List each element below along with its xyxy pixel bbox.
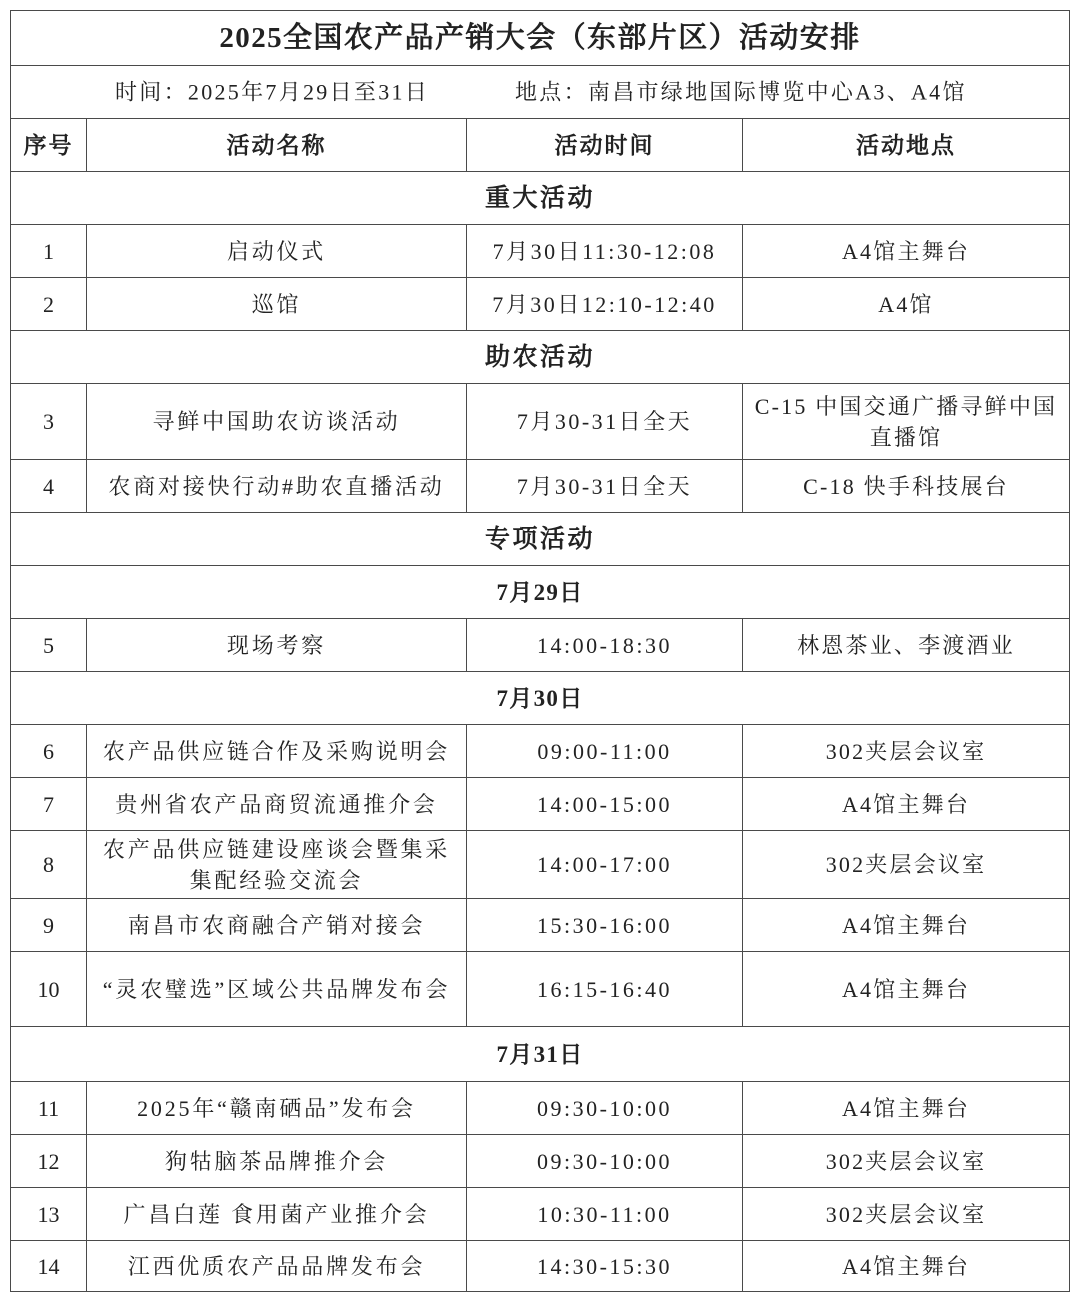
section-title-special: 专项活动: [11, 513, 1070, 565]
date-row: [11, 1027, 1070, 1082]
activity-location: A4馆主舞台: [743, 1241, 1070, 1291]
table-row: [11, 778, 1070, 831]
title-row: [11, 11, 1070, 66]
activity-name: 狗牯脑茶品牌推介会: [87, 1135, 467, 1187]
table-row: [11, 384, 1070, 460]
header-time: 活动时间: [467, 119, 743, 171]
info-cell: [11, 66, 1070, 118]
activity-name: 现场考察: [87, 619, 467, 671]
activity-time: 14:00-18:30: [467, 619, 743, 671]
schedule-table: [10, 10, 1070, 1292]
activity-location: A4馆: [743, 278, 1070, 330]
activity-name: 巡馆: [87, 278, 467, 330]
section-title-farm-aid: 助农活动: [11, 331, 1070, 383]
activity-location: 302夹层会议室: [743, 1135, 1070, 1187]
activity-time: 7月30-31日全天: [467, 384, 743, 459]
date-row: [11, 566, 1070, 619]
activity-time: 14:00-15:00: [467, 778, 743, 830]
row-number: 10: [11, 952, 87, 1026]
activity-time: 14:00-17:00: [467, 831, 743, 898]
page-title: 2025全国农产品产销大会（东部片区）活动安排: [11, 11, 1070, 65]
activity-location: A4馆主舞台: [743, 952, 1070, 1026]
row-number: 4: [11, 460, 87, 512]
activity-name: 广昌白莲 食用菌产业推介会: [87, 1188, 467, 1240]
activity-time: 7月30-31日全天: [467, 460, 743, 512]
row-number: 1: [11, 225, 87, 277]
event-venue: 地点：南昌市绿地国际博览中心A3、A4馆: [515, 79, 967, 105]
table-row: [11, 1241, 1070, 1292]
activity-name: 农产品供应链建设座谈会暨集采集配经验交流会: [87, 831, 467, 898]
activity-time: 14:30-15:30: [467, 1241, 743, 1291]
activity-time: 09:30-10:00: [467, 1082, 743, 1134]
activity-name: 农商对接快行动#助农直播活动: [87, 460, 467, 512]
row-number: 7: [11, 778, 87, 830]
section-row-major: [11, 172, 1070, 225]
table-row: [11, 1082, 1070, 1135]
date-heading: 7月30日: [11, 672, 1070, 724]
table-row: [11, 899, 1070, 952]
activity-time: 15:30-16:00: [467, 899, 743, 951]
row-number: 14: [11, 1241, 87, 1291]
activity-location: A4馆主舞台: [743, 1082, 1070, 1134]
table-row: [11, 619, 1070, 672]
activity-name: 农产品供应链合作及采购说明会: [87, 725, 467, 777]
info-row: [11, 66, 1070, 119]
table-row: [11, 725, 1070, 778]
activity-name: 南昌市农商融合产销对接会: [87, 899, 467, 951]
table-row: [11, 460, 1070, 513]
activity-name: 江西优质农产品品牌发布会: [87, 1241, 467, 1291]
row-number: 11: [11, 1082, 87, 1134]
row-number: 13: [11, 1188, 87, 1240]
activity-location: 林恩茶业、李渡酒业: [743, 619, 1070, 671]
activity-location: C-15 中国交通广播寻鲜中国直播馆: [743, 384, 1070, 459]
activity-time: 09:00-11:00: [467, 725, 743, 777]
date-row: [11, 672, 1070, 725]
activity-time: 09:30-10:00: [467, 1135, 743, 1187]
header-index: 序号: [11, 119, 87, 171]
table-row: [11, 952, 1070, 1027]
table-row: [11, 1135, 1070, 1188]
activity-name: 寻鲜中国助农访谈活动: [87, 384, 467, 459]
activity-location: A4馆主舞台: [743, 225, 1070, 277]
table-row: [11, 1188, 1070, 1241]
table-row: [11, 278, 1070, 331]
row-number: 12: [11, 1135, 87, 1187]
event-time: 时间：2025年7月29日至31日: [115, 79, 430, 105]
row-number: 5: [11, 619, 87, 671]
date-heading: 7月31日: [11, 1027, 1070, 1081]
activity-name: 启动仪式: [87, 225, 467, 277]
activity-time: 16:15-16:40: [467, 952, 743, 1026]
activity-location: C-18 快手科技展台: [743, 460, 1070, 512]
activity-time: 10:30-11:00: [467, 1188, 743, 1240]
row-number: 9: [11, 899, 87, 951]
section-row-farm-aid: [11, 331, 1070, 384]
row-number: 3: [11, 384, 87, 459]
activity-name: 贵州省农产品商贸流通推介会: [87, 778, 467, 830]
table-row: [11, 225, 1070, 278]
header-location: 活动地点: [743, 119, 1070, 171]
date-heading: 7月29日: [11, 566, 1070, 618]
activity-location: A4馆主舞台: [743, 899, 1070, 951]
row-number: 2: [11, 278, 87, 330]
activity-location: 302夹层会议室: [743, 725, 1070, 777]
row-number: 6: [11, 725, 87, 777]
table-row: [11, 831, 1070, 899]
activity-location: A4馆主舞台: [743, 778, 1070, 830]
activity-name: 2025年“赣南硒品”发布会: [87, 1082, 467, 1134]
activity-location: 302夹层会议室: [743, 831, 1070, 898]
activity-name: “灵农璧选”区域公共品牌发布会: [87, 952, 467, 1026]
activity-location: 302夹层会议室: [743, 1188, 1070, 1240]
row-number: 8: [11, 831, 87, 898]
section-title-major: 重大活动: [11, 172, 1070, 224]
section-row-special: [11, 513, 1070, 566]
header-name: 活动名称: [87, 119, 467, 171]
activity-time: 7月30日11:30-12:08: [467, 225, 743, 277]
header-row: [11, 119, 1070, 172]
activity-time: 7月30日12:10-12:40: [467, 278, 743, 330]
